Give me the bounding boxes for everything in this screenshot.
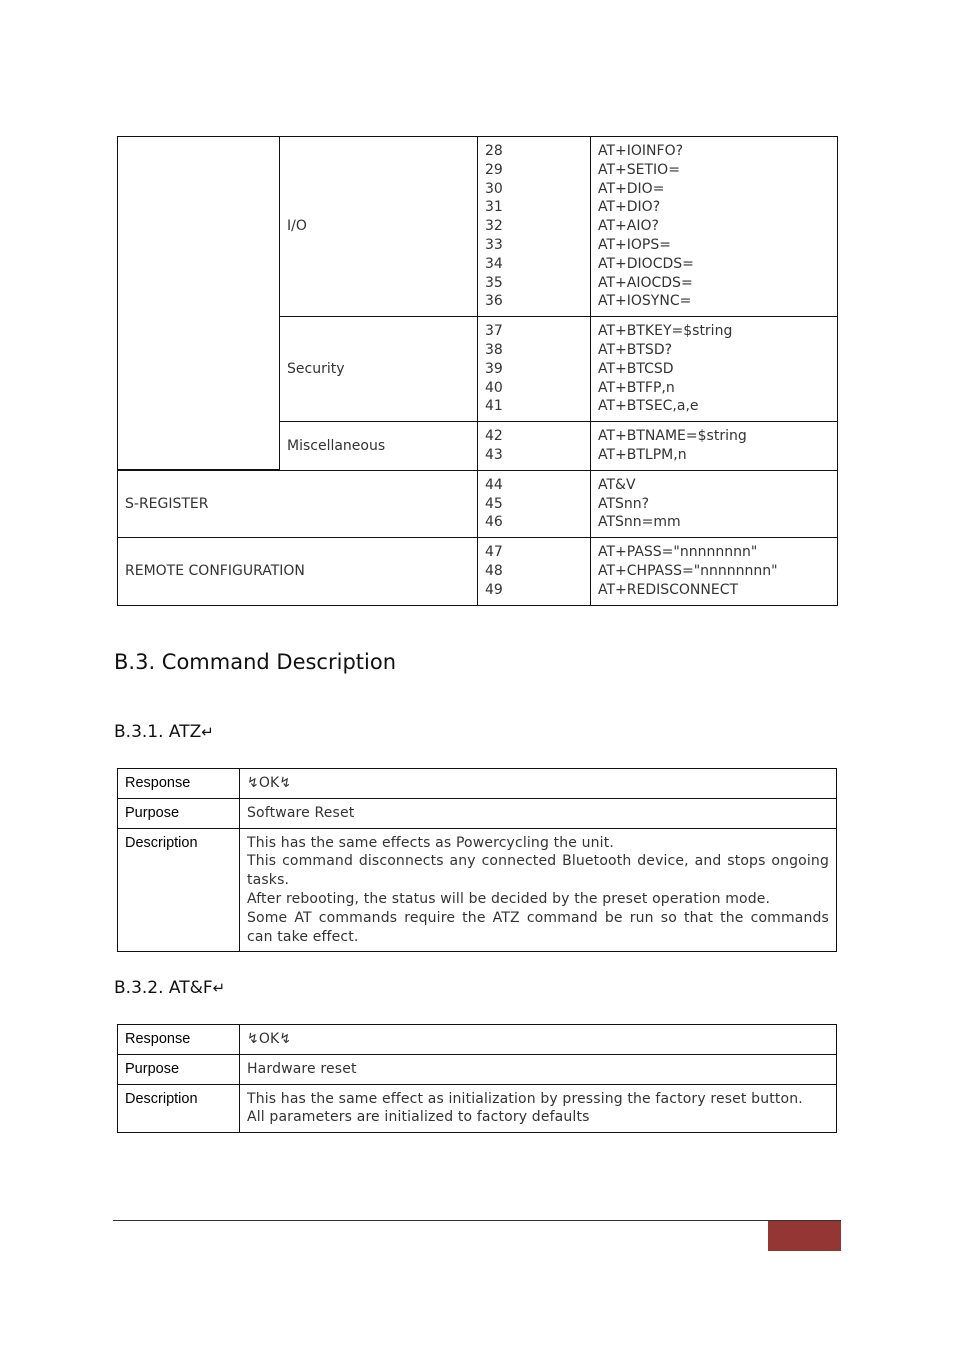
group-label-misc: Miscellaneous [280,422,478,471]
command-number: 47 [485,544,503,561]
description-key: Description [118,828,240,952]
command-number: 48 [485,562,503,579]
purpose-key: Purpose [118,798,240,828]
command-name: AT+PASS="nnnnnnnn" [598,544,758,561]
command-numbers [478,137,591,317]
footer-divider [113,1220,841,1221]
heading-text: B.3.1. ATZ [114,722,202,742]
command-names [591,538,838,605]
response-value: ↯OK↯ [240,1025,837,1055]
table-row [118,137,838,317]
command-list-table [117,136,838,606]
command-number: 31 [485,199,503,216]
atf-description-table [117,1024,837,1133]
group-label-io: I/O [280,137,478,317]
subsection-heading-atz [114,722,214,742]
table-row [118,1084,837,1133]
command-names [591,317,838,422]
command-name: AT+DIO? [598,199,661,216]
command-numbers [478,470,591,537]
table-row [118,798,837,828]
command-name: AT+IOPS= [598,236,671,253]
description-line: This has the same effects as Powercycling the unit. [247,834,614,851]
command-names [591,470,838,537]
command-number: 32 [485,218,503,235]
category-cell [118,137,280,471]
command-name: AT+REDISCONNECT [598,581,739,598]
command-name: AT&V [598,476,636,493]
table-row [118,828,837,952]
command-number: 28 [485,143,503,159]
command-name: AT+IOSYNC= [598,293,692,310]
description-value [240,828,837,952]
command-number: 41 [485,398,503,415]
group-label-sregister: S-REGISTER [118,470,478,537]
command-number: 29 [485,161,503,178]
command-number: 36 [485,293,503,310]
command-number: 34 [485,255,503,272]
command-name: AT+AIOCDS= [598,274,693,291]
command-name: AT+BTKEY=$string [598,323,733,340]
description-line: All parameters are initialized to factory defaults [247,1109,590,1126]
purpose-value: Software Reset [240,798,837,828]
response-value: ↯OK↯ [240,769,837,799]
table-row [118,1025,837,1055]
command-name: ATSnn? [598,495,650,512]
command-number: 42 [485,428,503,445]
description-key: Description [118,1084,240,1133]
command-numbers [478,538,591,605]
command-name: AT+SETIO= [598,161,680,178]
command-name: AT+BTSD? [598,341,673,358]
response-key: Response [118,769,240,799]
command-number: 38 [485,341,503,358]
command-name: AT+AIO? [598,218,659,235]
atz-description-table [117,768,837,952]
command-number: 49 [485,581,503,598]
response-key: Response [118,1025,240,1055]
table-row [118,470,838,537]
purpose-value: Hardware reset [240,1054,837,1084]
command-name: AT+BTSEC,a,e [598,398,699,415]
command-numbers [478,317,591,422]
command-number: 39 [485,360,503,377]
command-name: AT+BTCSD [598,360,674,377]
command-number: 43 [485,446,503,463]
enter-icon: ↵ [212,979,226,997]
description-line: After rebooting, the status will be decided by the preset operation mode. [247,890,771,907]
table-row [118,1054,837,1084]
command-names [591,422,838,471]
command-number: 30 [485,180,503,197]
group-label-security: Security [280,317,478,422]
description-line: This has the same effect as initialization by pressing the factory reset button. [247,1090,803,1107]
purpose-key: Purpose [118,1054,240,1084]
command-name: AT+BTNAME=$string [598,428,747,445]
command-name: AT+CHPASS="nnnnnnnn" [598,562,778,579]
table-row [118,538,838,605]
command-numbers [478,422,591,471]
command-name: AT+IOINFO? [598,143,684,159]
description-value [240,1084,837,1133]
command-number: 35 [485,274,503,291]
enter-icon: ↵ [201,723,214,741]
table-row [118,769,837,799]
description-line: This command disconnects any connected Bluetooth device, and stops ongoing tasks. [247,853,829,889]
command-number: 44 [485,476,503,493]
command-number: 33 [485,236,503,253]
command-number: 37 [485,323,503,340]
group-label-remote: REMOTE CONFIGURATION [118,538,478,605]
footer-page-tab [768,1221,841,1251]
command-name: AT+DIOCDS= [598,255,694,272]
command-name: AT+BTFP,n [598,379,675,396]
command-name: ATSnn=mm [598,514,681,531]
command-name: AT+DIO= [598,180,665,197]
command-names [591,137,838,317]
command-number: 45 [485,495,503,512]
description-line: Some AT commands require the ATZ command be run so that the commands can take effect. [247,909,829,945]
command-name: AT+BTLPM,n [598,446,687,463]
command-number: 40 [485,379,503,396]
section-title: B.3. Command Description [114,650,397,674]
subsection-heading-atf [114,978,225,998]
heading-text: B.3.2. AT&F [114,978,213,998]
command-number: 46 [485,514,503,531]
